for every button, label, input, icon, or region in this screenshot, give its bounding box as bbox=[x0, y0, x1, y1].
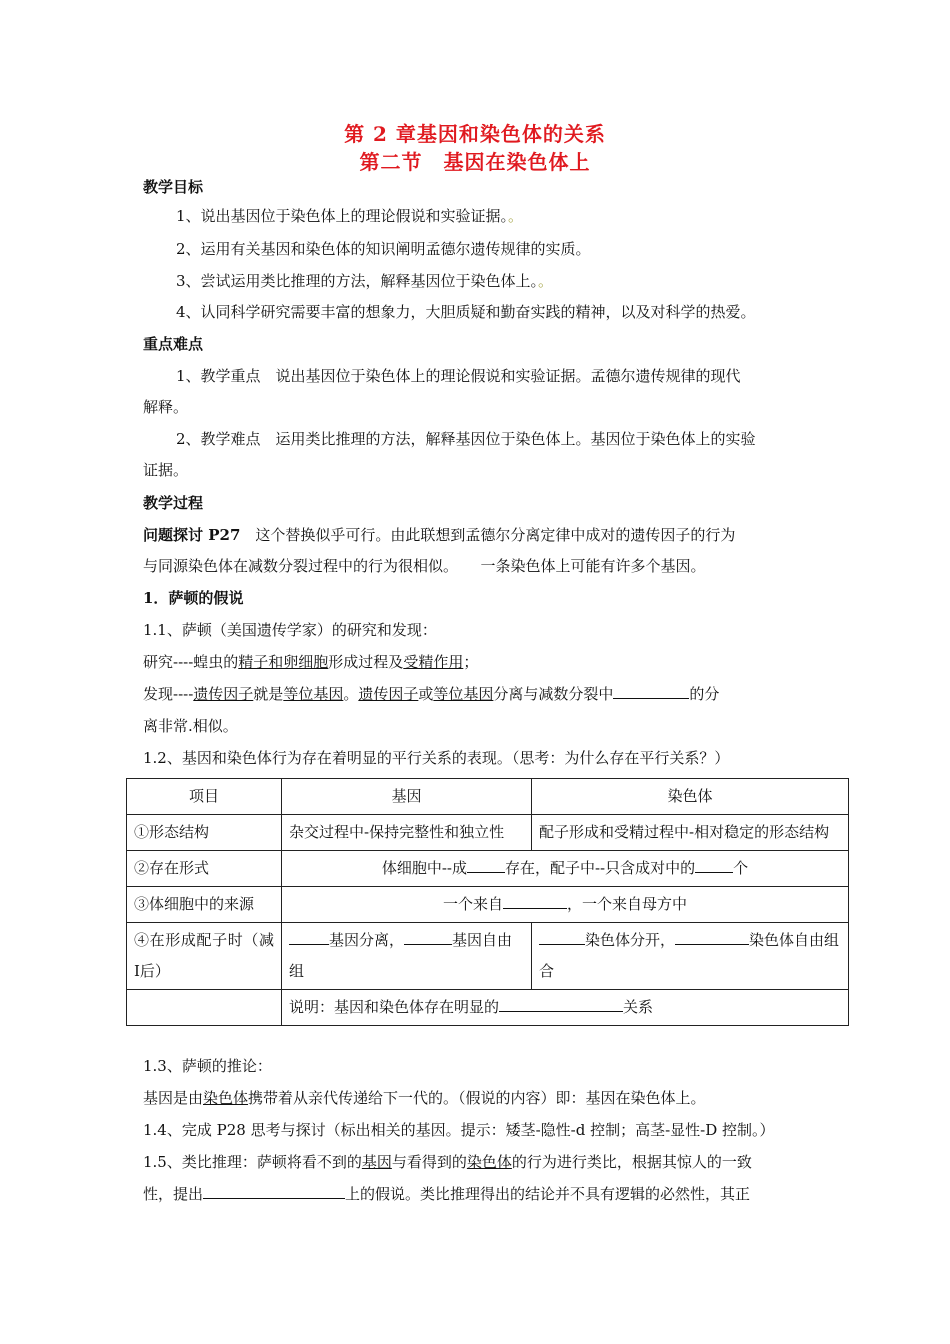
gene-cell: 杂交过程中-保持完整性和独立性 bbox=[282, 815, 532, 851]
research-line: 研究----蝗虫的精子和卵细胞形成过程及受精作用； bbox=[143, 653, 479, 671]
row-label: ④在形成配子时（减Ⅰ后） bbox=[127, 923, 282, 990]
fill-blank[interactable] bbox=[467, 858, 505, 873]
inference-line: 基因是由染色体携带着从亲代传递给下一代的。（假说的内容）即：基因在染色体上。 bbox=[143, 1089, 706, 1107]
fill-blank[interactable] bbox=[503, 894, 567, 909]
problem-discussion: 问题探讨 P27 这个替换似乎可行。由此联想到孟德尔分离定律中成对的遗传因子的行为 bbox=[143, 526, 736, 544]
keypoint-1: 1、教学重点 说出基因位于染色体上的理论假说和实验证据。孟德尔遗传规律的现代 bbox=[176, 367, 741, 385]
fill-blank[interactable] bbox=[695, 858, 733, 873]
parallel-relation-title: 1.2、基因和染色体行为存在着明显的平行关系的表现。（思考：为什么存在平行关系？） bbox=[143, 749, 730, 767]
merged-cell: 一个来自 ，一个来自母方中 bbox=[282, 887, 849, 923]
finding-line: 发现----遗传因子就是等位基因。遗传因子或等位基因分离与减数分裂中 的分 bbox=[143, 685, 720, 703]
row-label: ②存在形式 bbox=[127, 851, 282, 887]
analogy-line: 1.5、类比推理：萨顿将看不到的基因与看得到的染色体的行为进行类比，根据其惊人的一致 bbox=[143, 1153, 752, 1171]
fill-blank[interactable] bbox=[613, 684, 689, 699]
table-row bbox=[127, 990, 849, 1026]
fill-blank[interactable] bbox=[404, 930, 452, 945]
header-chromosome: 染色体 bbox=[532, 779, 849, 815]
table-row bbox=[127, 887, 849, 923]
keypoint-1-cont: 解释。 bbox=[143, 398, 189, 416]
objective-3: 3、尝试运用类比推理的方法，解释基因位于染色体上。。 bbox=[176, 272, 554, 290]
header-item: 项目 bbox=[127, 779, 282, 815]
objective-4: 4、认同科学研究需要丰富的想象力，大胆质疑和勤奋实践的精神，以及对科学的热爱。 bbox=[176, 303, 756, 321]
merged-cell: 体细胞中--成 存在，配子中--只含成对中的 个 bbox=[282, 851, 849, 887]
analogy-line-cont: 性，提出 上的假说。类比推理得出的结论并不具有逻辑的必然性，其正 bbox=[143, 1185, 751, 1203]
chromosome-cell: 染色体分开， 染色体自由组合 bbox=[532, 923, 849, 990]
finding-line-cont: 离非常.相似。 bbox=[143, 717, 238, 735]
row-label: ①形态结构 bbox=[127, 815, 282, 851]
section-title: 第二节 基因在染色体上 bbox=[359, 150, 591, 174]
gene-cell: 基因分离， 基因自由组 bbox=[282, 923, 532, 990]
think-discuss-line: 1.4、完成 P28 思考与探讨（标出相关的基因。提示：矮茎-隐性-d 控制；高茎-显性-D 控制。） bbox=[143, 1121, 775, 1139]
header-gene: 基因 bbox=[282, 779, 532, 815]
table-row bbox=[127, 923, 849, 990]
keypoints-heading: 重点难点 bbox=[143, 335, 204, 353]
table-header-row bbox=[127, 779, 849, 815]
objective-1: 1、说出基因位于染色体上的理论假说和实验证据。。 bbox=[176, 207, 524, 225]
row-label: ③体细胞中的来源 bbox=[127, 887, 282, 923]
objectives-heading: 教学目标 bbox=[143, 178, 204, 196]
keypoint-2: 2、教学难点 运用类比推理的方法，解释基因位于染色体上。基因位于染色体上的实验 bbox=[176, 430, 756, 448]
table-row bbox=[127, 851, 849, 887]
empty-cell bbox=[127, 990, 282, 1026]
table-row bbox=[127, 815, 849, 851]
fill-blank[interactable] bbox=[289, 930, 329, 945]
fill-blank[interactable] bbox=[539, 930, 585, 945]
chromosome-cell: 配子形成和受精过程中-相对稳定的形态结构 bbox=[532, 815, 849, 851]
fill-blank[interactable] bbox=[499, 997, 623, 1012]
keypoint-2-cont: 证据。 bbox=[143, 461, 189, 479]
objective-2: 2、运用有关基因和染色体的知识阐明孟德尔遗传规律的实质。 bbox=[176, 240, 591, 258]
process-heading: 教学过程 bbox=[143, 494, 204, 512]
chapter-title: 第 2 章基因和染色体的关系 bbox=[344, 122, 606, 146]
problem-discussion-cont: 与同源染色体在减数分裂过程中的行为很相似。 一条染色体上可能有许多个基因。 bbox=[143, 557, 706, 575]
sutton-research-title: 1.1、萨顿（美国遗传学家）的研究和发现： bbox=[143, 621, 437, 639]
fill-blank[interactable] bbox=[675, 930, 749, 945]
fill-blank[interactable] bbox=[203, 1184, 345, 1199]
merged-cell: 说明：基因和染色体存在明显的 关系 bbox=[282, 990, 849, 1026]
parallel-table bbox=[126, 778, 849, 1026]
sutton-inference-title: 1.3、萨顿的推论： bbox=[143, 1057, 272, 1075]
sutton-heading: 1．萨顿的假说 bbox=[143, 589, 244, 607]
